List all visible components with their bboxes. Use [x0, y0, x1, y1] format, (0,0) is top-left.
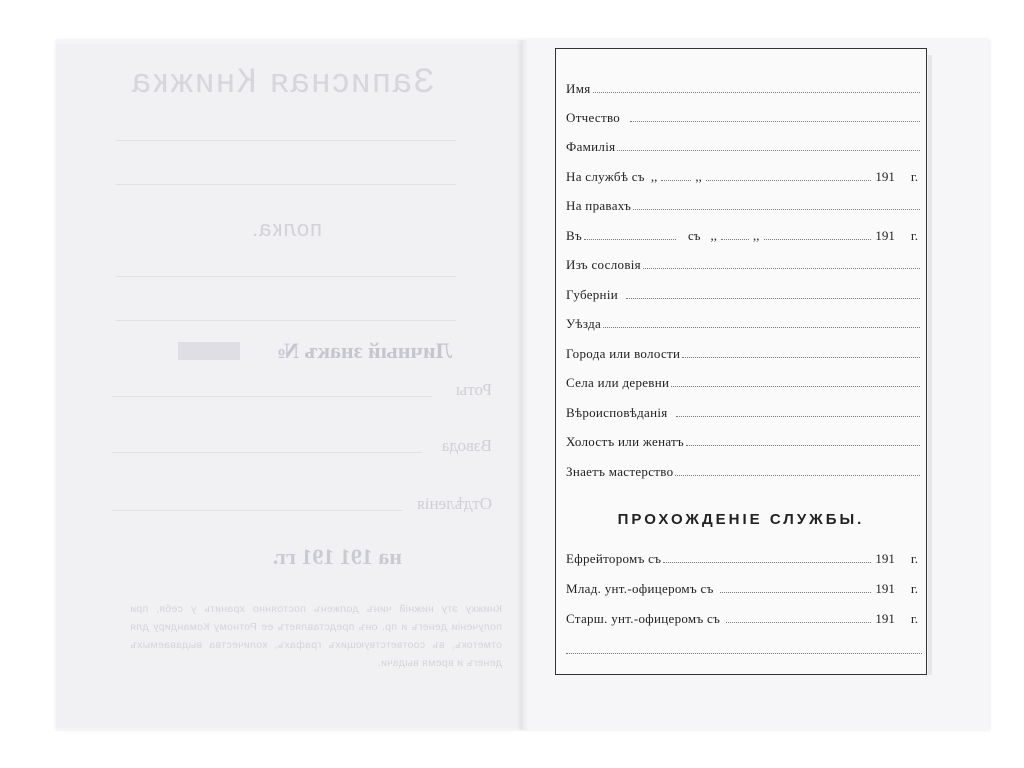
- ghost-rule: [112, 510, 402, 511]
- fill-line[interactable]: [671, 385, 920, 387]
- ghost-title: Записная Книжка: [129, 62, 435, 100]
- ghost-rule: [116, 184, 456, 185]
- field-label: Холостъ или женатъ: [566, 434, 685, 449]
- field-otchestvo[interactable]: [566, 104, 922, 126]
- ghost-label-otdeleniya: Отдѣленія: [416, 494, 492, 513]
- field-goroda[interactable]: [566, 340, 922, 362]
- fill-line-month[interactable]: [706, 179, 872, 181]
- fill-line[interactable]: [682, 356, 920, 358]
- service-label: Старш. унт.-офицеромъ съ: [566, 611, 721, 626]
- left-page-show-through: [56, 44, 522, 728]
- field-masterstvo[interactable]: [566, 458, 922, 480]
- field-iz-sosloviya[interactable]: [566, 251, 922, 273]
- ghost-na: на 191 191 гг.: [272, 544, 402, 569]
- ghost-rule: [116, 140, 456, 141]
- service-label: Млад. унт.-офицеромъ съ: [566, 581, 714, 596]
- ghost-label-vzvoda: Взвода: [441, 436, 492, 455]
- date-sep: ,,: [710, 228, 717, 243]
- ghost-rule: [116, 276, 456, 277]
- fill-line[interactable]: [626, 297, 920, 299]
- year-prefix: 191: [875, 581, 895, 596]
- field-kholost[interactable]: [566, 428, 922, 450]
- frame-shadow: [928, 55, 932, 675]
- field-label: Изъ сословія: [566, 257, 641, 272]
- section-title: ПРОХОЖДЕНІЕ СЛУЖБЫ.: [617, 511, 865, 528]
- ghost-paragraph: Книжку эту нижній чинъ долженъ постоянно хранить у себя, при полученіи денегъ и пр. онъ представляетъ ее Ротному Командиру для отметокъ, въ соответствующихъ графахъ, количества выдаваемыхъ денегъ и время выдачи.: [130, 603, 502, 669]
- fill-line[interactable]: [603, 326, 920, 328]
- fill-line[interactable]: [630, 120, 920, 122]
- field-label: Уѣзда: [566, 316, 602, 331]
- year-prefix: 191: [875, 551, 895, 566]
- field-uezda[interactable]: [566, 310, 922, 332]
- field-label: Села или деревни: [566, 375, 670, 390]
- year-unit: г.: [910, 228, 918, 243]
- fill-line[interactable]: [676, 415, 920, 417]
- ghost-znak-box: [178, 342, 240, 360]
- service-label: Ефрейторомъ съ: [566, 551, 662, 566]
- ghost-rule: [116, 320, 456, 321]
- year-unit: г.: [910, 551, 918, 566]
- field-veroispovedaniya[interactable]: [566, 399, 922, 421]
- fill-line[interactable]: [686, 444, 920, 446]
- service-mlad[interactable]: [566, 575, 922, 597]
- form-frame: [555, 48, 927, 675]
- fill-line[interactable]: [675, 474, 920, 476]
- fill-line-day[interactable]: [661, 179, 691, 181]
- year-unit: г.: [910, 169, 918, 184]
- ghost-polka: полка.: [251, 216, 322, 241]
- fill-line[interactable]: [633, 208, 920, 210]
- field-label: Отчество: [566, 110, 621, 125]
- fill-line-place[interactable]: [584, 238, 676, 240]
- field-gubernii[interactable]: [566, 281, 922, 303]
- fill-line[interactable]: [720, 591, 872, 593]
- field-mid-label: съ: [688, 228, 701, 243]
- field-label: На правахъ: [566, 198, 632, 213]
- field-label: Имя: [566, 81, 591, 96]
- year-prefix: 191: [875, 228, 895, 243]
- fill-line[interactable]: [663, 561, 871, 563]
- fill-line[interactable]: [726, 621, 871, 623]
- date-sep: ,,: [695, 169, 702, 184]
- fill-line-month[interactable]: [764, 238, 872, 240]
- field-na-pravakh[interactable]: [566, 192, 922, 214]
- service-efreitor[interactable]: [566, 545, 922, 567]
- ghost-znak: Личный знакъ №: [276, 338, 452, 363]
- date-sep: ,,: [753, 228, 760, 243]
- date-sep: ,,: [650, 169, 658, 184]
- fill-line[interactable]: [593, 91, 921, 93]
- field-na-sluzhbe[interactable]: [566, 163, 922, 185]
- fill-line-day[interactable]: [721, 238, 749, 240]
- year-prefix: 191: [875, 169, 895, 184]
- service-starsh[interactable]: [566, 605, 922, 627]
- field-label: Фамилія: [566, 139, 616, 154]
- year-unit: г.: [910, 581, 918, 596]
- field-label: Города или волости: [566, 346, 681, 361]
- fill-line[interactable]: [617, 149, 920, 151]
- field-label: На службѣ съ: [566, 169, 645, 184]
- year-unit: г.: [910, 611, 918, 626]
- ghost-label-roty: Роты: [455, 380, 492, 399]
- field-sela[interactable]: [566, 369, 922, 391]
- ghost-rule: [112, 396, 432, 397]
- field-v[interactable]: [566, 222, 922, 244]
- field-familiya[interactable]: [566, 133, 922, 155]
- blank-fill-line[interactable]: [566, 652, 922, 654]
- fill-line[interactable]: [643, 267, 920, 269]
- field-label: Знаетъ мастерство: [566, 464, 674, 479]
- ghost-rule: [112, 452, 422, 453]
- field-label: Губерніи: [566, 287, 618, 302]
- field-label: Въ: [566, 228, 582, 243]
- field-imya[interactable]: [566, 75, 922, 97]
- field-label: Вѣроисповѣданія: [566, 405, 668, 420]
- year-prefix: 191: [875, 611, 895, 626]
